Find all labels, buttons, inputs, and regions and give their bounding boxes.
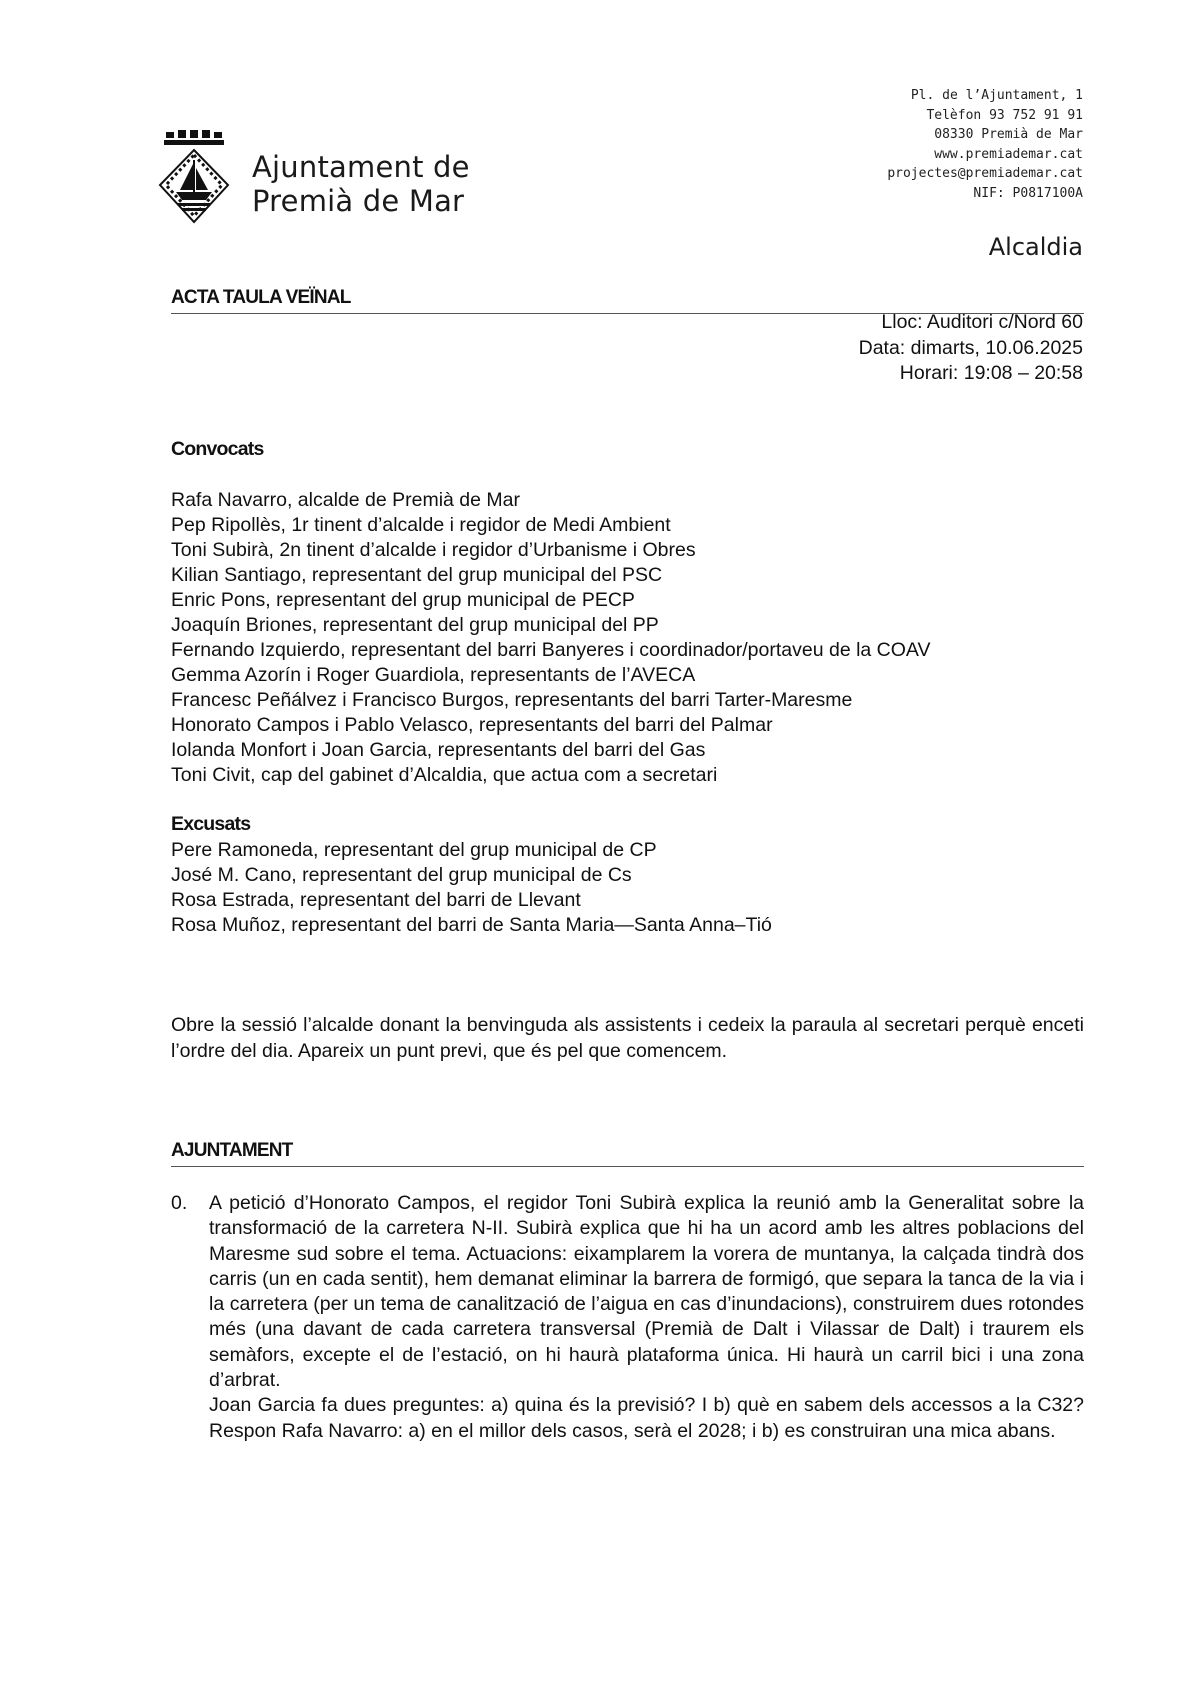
agenda-item-number: 0. (171, 1192, 188, 1214)
list-item: Rafa Navarro, alcalde de Premià de Mar (171, 489, 520, 511)
list-item: Gemma Azorín i Roger Guardiola, representants de l’AVECA (171, 664, 696, 686)
municipal-logo (158, 130, 470, 225)
list-item: Fernando Izquierdo, representant del barri Banyeres i coordinador/portaveu de la COAV (171, 639, 931, 661)
list-item: Kilian Santiago, representant del grup municipal del PSC (171, 564, 663, 586)
list-item: Rosa Muñoz, representant del barri de Santa Maria—Santa Anna–Tió (171, 914, 772, 936)
list-item: Joaquín Briones, representant del grup municipal del PP (171, 614, 659, 636)
list-item: Iolanda Monfort i Joan Garcia, representants del barri del Gas (171, 739, 706, 761)
list-item: Pep Ripollès, 1r tinent d’alcalde i regidor de Medi Ambient (171, 514, 671, 536)
list-item: Francesc Peñálvez i Francisco Burgos, representants del barri Tarter-Maresme (171, 689, 853, 711)
convocats-heading: Convocats (171, 438, 264, 460)
list-item: Rosa Estrada, representant del barri de Llevant (171, 889, 581, 911)
list-item: Pere Ramoneda, representant del grup municipal de CP (171, 839, 657, 861)
logo-line-1: Ajuntament de (252, 150, 470, 184)
address-website: www.premiademar.cat (934, 146, 1083, 162)
agenda-item-paragraph-1: A petició d’Honorato Campos, el regidor Toni Subirà explica la reunió amb la Generalitat sobre la transformació de la carretera N-II. Subirà explica que hi ha un acord amb les altres poblacions del Maresme sud sobre el tema. Actuacions: eixamplarem la vorera de muntanya, la calçada tindrà dos carris (un en cada sentit), hem demanat eliminar la barrera de formigó, que separa la tanca de la via i la carretera (per un tema de canalització de l’aigua en cas d’inundacions), construirem dues rotondes més (una davant de cada carretera transversal (Premià de Dalt i Vilassar de Dalt) i traurem els semàfors, excepte el de l’estació, on hi haurà plataforma única. Hi haurà un carril bici i una zona d’arbrat. (209, 1192, 1084, 1392)
meeting-date: Data: dimarts, 10.06.2025 (858, 336, 1083, 359)
logo-wordmark (252, 150, 470, 218)
agenda-item-paragraph-2: Joan Garcia fa dues preguntes: a) quina és la previsió? I b) què en sabem dels accessos a la C32? Respon Rafa Navarro: a) en el millor dels casos, serà el 2028; i b) es construiran una mica abans. (209, 1394, 1084, 1442)
address-postal: 08330 Premià de Mar (934, 127, 1083, 142)
contact-address-block (887, 86, 1083, 203)
list-item: Honorato Campos i Pablo Velasco, representants del barri del Palmar (171, 714, 773, 736)
convocats-list (171, 488, 931, 788)
session-intro: Obre la sessió l’alcalde donant la benvinguda als assistents i cedeix la paraula al secretari perquè enceti l’ordre del dia. Apareix un punt previ, que és pel que comencem. (171, 1014, 1084, 1062)
meeting-schedule: Horari: 19:08 – 20:58 (899, 362, 1083, 384)
coat-of-arms-icon (158, 130, 230, 225)
department-name: Alcaldia (988, 233, 1083, 261)
list-item: Toni Subirà, 2n tinent d’alcalde i regidor d’Urbanisme i Obres (171, 539, 696, 561)
agenda-item-body (209, 1191, 1084, 1444)
meeting-details (859, 310, 1083, 387)
list-item: Toni Civit, cap del gabinet d’Alcaldia, que actua com a secretari (171, 764, 718, 786)
document-title: ACTA TAULA VEÏNAL (171, 287, 1084, 314)
logo-line-2: Premià de Mar (252, 184, 465, 218)
excusats-heading: Excusats (171, 813, 251, 835)
address-nif: NIF: P0817100A (973, 185, 1083, 201)
address-phone: Telèfon 93 752 91 91 (926, 107, 1083, 123)
excusats-list (171, 838, 772, 938)
ajuntament-heading: AJUNTAMENT (171, 1140, 1084, 1167)
meeting-location: Lloc: Auditori c/Nord 60 (881, 311, 1083, 333)
list-item: José M. Cano, representant del grup municipal de Cs (171, 864, 632, 886)
address-email: projectes@premiademar.cat (887, 166, 1083, 181)
list-item: Enric Pons, representant del grup municipal de PECP (171, 589, 635, 611)
agenda-item (171, 1191, 1084, 1444)
address-street: Pl. de l’Ajuntament, 1 (910, 88, 1083, 103)
